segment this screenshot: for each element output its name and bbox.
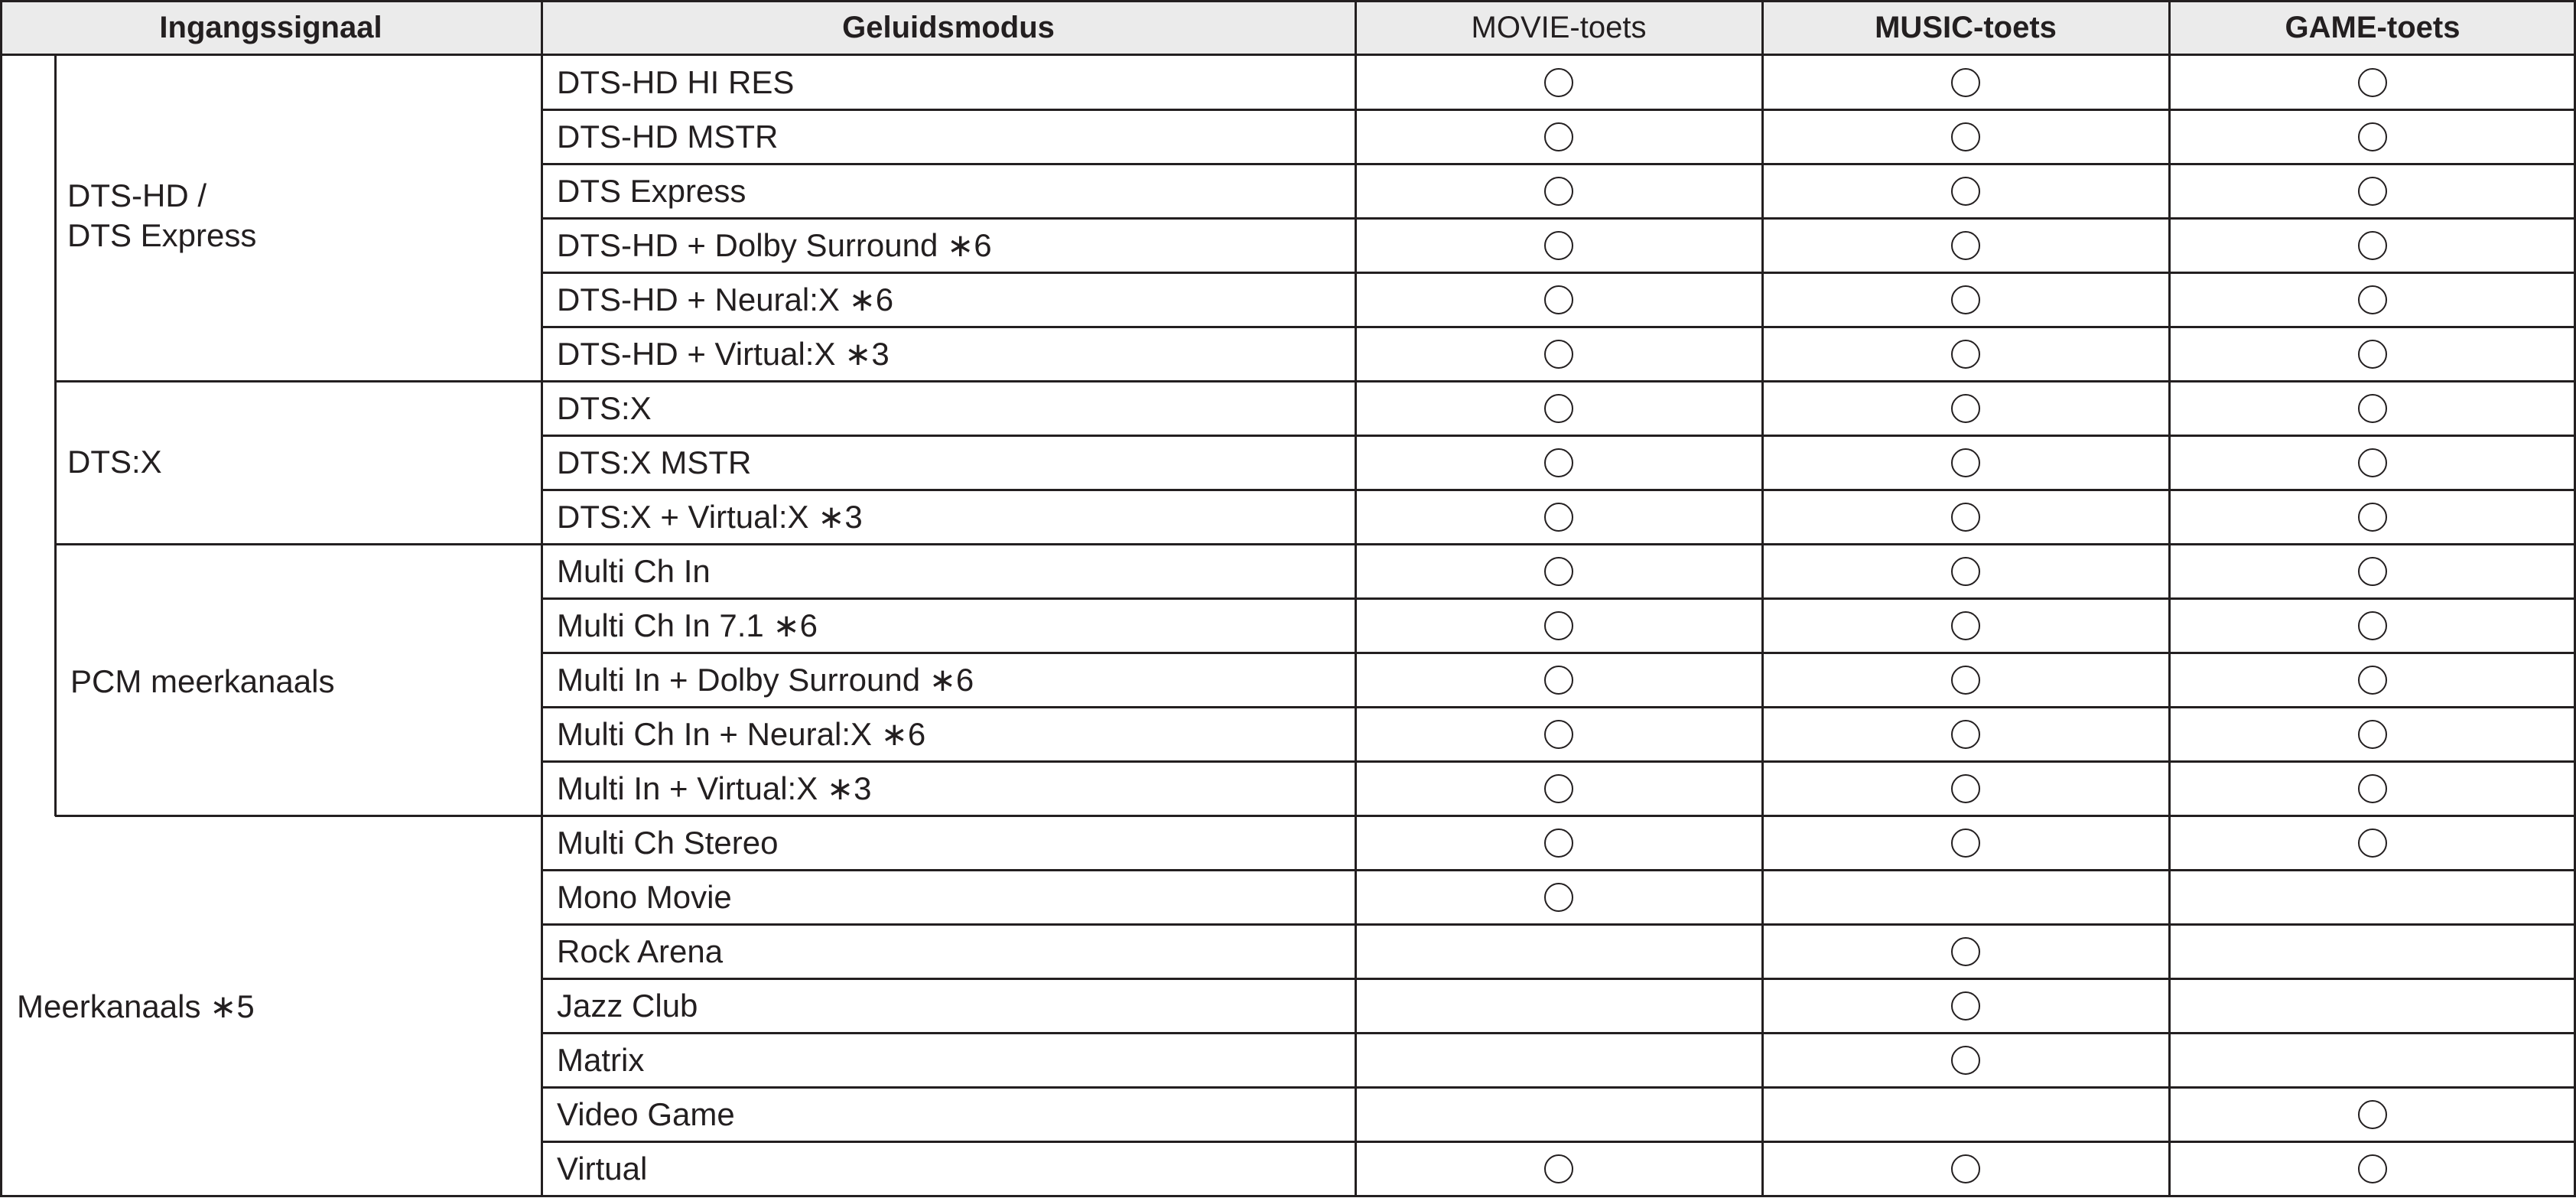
row-divider: [542, 1141, 2576, 1143]
music-supported-circle-icon: [1951, 774, 1980, 803]
group-dts-x-line-1: DTS:X: [67, 444, 162, 480]
row-divider: [542, 760, 2576, 763]
music-supported-circle-icon: [1951, 666, 1980, 695]
music-supported-circle-icon: [1951, 720, 1980, 749]
movie-supported-circle-icon: [1544, 774, 1573, 803]
music-supported-circle-icon: [1951, 503, 1980, 532]
music-supported-circle-icon: [1951, 1154, 1980, 1183]
sound-mode-label: DTS Express: [557, 173, 746, 209]
movie-supported-circle-icon: [1544, 122, 1573, 151]
row-divider: [542, 978, 2576, 980]
sound-mode-label: DTS-HD MSTR: [557, 119, 779, 155]
movie-supported-circle-icon: [1544, 231, 1573, 260]
border-bottom: [0, 1195, 2576, 1197]
row-divider: [542, 109, 2576, 111]
group-multichannel: [17, 987, 255, 1027]
game-supported-circle-icon: [2358, 285, 2387, 314]
game-supported-circle-icon: [2358, 720, 2387, 749]
group-dts-hd: [67, 176, 256, 256]
sound-mode-label: Virtual: [557, 1151, 648, 1187]
game-supported-circle-icon: [2358, 774, 2387, 803]
group-divider: [55, 380, 542, 383]
movie-supported-circle-icon: [1544, 1154, 1573, 1183]
music-supported-circle-icon: [1951, 122, 1980, 151]
header-game-button: GAME-toets: [2285, 11, 2461, 44]
row-divider: [542, 652, 2576, 654]
movie-supported-circle-icon: [1544, 883, 1573, 912]
sound-mode-label: DTS:X MSTR: [557, 444, 752, 480]
sound-mode-label: DTS-HD HI RES: [557, 64, 795, 100]
group-divider: [55, 815, 542, 817]
game-supported-circle-icon: [2358, 666, 2387, 695]
movie-supported-circle-icon: [1544, 611, 1573, 640]
header-movie-button: MOVIE-toets: [1471, 11, 1647, 44]
music-supported-circle-icon: [1951, 231, 1980, 260]
sound-mode-label: DTS-HD + Virtual:X ∗3: [557, 336, 890, 372]
row-divider: [542, 923, 2576, 926]
movie-supported-circle-icon: [1544, 557, 1573, 586]
row-divider: [542, 217, 2576, 220]
sound-mode-label: Multi In + Dolby Surround ∗6: [557, 662, 974, 698]
movie-supported-circle-icon: [1544, 829, 1573, 858]
game-supported-circle-icon: [2358, 448, 2387, 477]
row-divider: [542, 380, 2576, 383]
game-supported-circle-icon: [2358, 122, 2387, 151]
game-supported-circle-icon: [2358, 503, 2387, 532]
movie-supported-circle-icon: [1544, 720, 1573, 749]
movie-supported-circle-icon: [1544, 285, 1573, 314]
sound-mode-label: DTS:X + Virtual:X ∗3: [557, 499, 863, 535]
header-divider: [0, 54, 2576, 56]
sound-mode-label: DTS:X: [557, 390, 652, 426]
game-supported-circle-icon: [2358, 394, 2387, 423]
sound-mode-label: Multi In + Virtual:X ∗3: [557, 770, 872, 806]
game-supported-circle-icon: [2358, 829, 2387, 858]
movie-supported-circle-icon: [1544, 177, 1573, 206]
header-sound-mode: Geluidsmodus: [842, 11, 1055, 44]
music-supported-circle-icon: [1951, 611, 1980, 640]
music-supported-circle-icon: [1951, 394, 1980, 423]
movie-supported-circle-icon: [1544, 340, 1573, 369]
sound-mode-label: Video Game: [557, 1096, 735, 1132]
music-supported-circle-icon: [1951, 177, 1980, 206]
game-supported-circle-icon: [2358, 231, 2387, 260]
music-supported-circle-icon: [1951, 1046, 1980, 1075]
music-supported-circle-icon: [1951, 285, 1980, 314]
row-divider: [542, 869, 2576, 871]
music-supported-circle-icon: [1951, 829, 1980, 858]
border-left: [0, 0, 2, 1196]
row-divider: [542, 1086, 2576, 1089]
sound-mode-label: DTS-HD + Neural:X ∗6: [557, 282, 894, 317]
sound-mode-label: Mono Movie: [557, 879, 732, 915]
game-supported-circle-icon: [2358, 611, 2387, 640]
game-supported-circle-icon: [2358, 1100, 2387, 1129]
sound-mode-label: Matrix: [557, 1042, 645, 1078]
movie-supported-circle-icon: [1544, 666, 1573, 695]
group-multichannel-line-1: Meerkanaals ∗5: [17, 988, 255, 1024]
movie-supported-circle-icon: [1544, 68, 1573, 97]
row-divider: [542, 1032, 2576, 1034]
sound-mode-label: Jazz Club: [557, 988, 698, 1024]
row-divider: [542, 815, 2576, 817]
music-supported-circle-icon: [1951, 448, 1980, 477]
game-supported-circle-icon: [2358, 68, 2387, 97]
group-divider: [55, 543, 542, 545]
movie-supported-circle-icon: [1544, 448, 1573, 477]
inner-column-divider: [54, 54, 57, 816]
music-supported-circle-icon: [1951, 557, 1980, 586]
game-supported-circle-icon: [2358, 177, 2387, 206]
row-divider: [542, 543, 2576, 545]
sound-mode-label: Multi Ch In + Neural:X ∗6: [557, 716, 926, 752]
game-supported-circle-icon: [2358, 1154, 2387, 1183]
row-divider: [542, 326, 2576, 328]
group-pcm-multichannel: [70, 662, 334, 702]
border-top: [0, 0, 2576, 2]
game-supported-circle-icon: [2358, 557, 2387, 586]
row-divider: [542, 163, 2576, 165]
sound-mode-label: Multi Ch In: [557, 553, 711, 589]
group-dts-hd-line-1: DTS-HD /: [67, 177, 207, 213]
music-supported-circle-icon: [1951, 937, 1980, 966]
game-supported-circle-icon: [2358, 340, 2387, 369]
sound-mode-label: DTS-HD + Dolby Surround ∗6: [557, 227, 992, 263]
music-supported-circle-icon: [1951, 991, 1980, 1021]
row-divider: [542, 435, 2576, 437]
music-supported-circle-icon: [1951, 340, 1980, 369]
header-input-signal: Ingangssignaal: [159, 11, 382, 44]
row-divider: [542, 597, 2576, 600]
movie-supported-circle-icon: [1544, 394, 1573, 423]
group-pcm-line-1: PCM meerkanaals: [70, 663, 335, 699]
row-divider: [542, 272, 2576, 274]
group-dts-x: [67, 442, 162, 482]
sound-mode-label: Rock Arena: [557, 933, 724, 969]
sound-mode-label: Multi Ch Stereo: [557, 825, 779, 861]
sound-mode-label: Multi Ch In 7.1 ∗6: [557, 607, 818, 643]
music-supported-circle-icon: [1951, 68, 1980, 97]
row-divider: [542, 489, 2576, 491]
group-dts-hd-line-2: DTS Express: [67, 217, 257, 253]
movie-supported-circle-icon: [1544, 503, 1573, 532]
header-music-button: MUSIC-toets: [1875, 11, 2057, 44]
row-divider: [542, 706, 2576, 708]
